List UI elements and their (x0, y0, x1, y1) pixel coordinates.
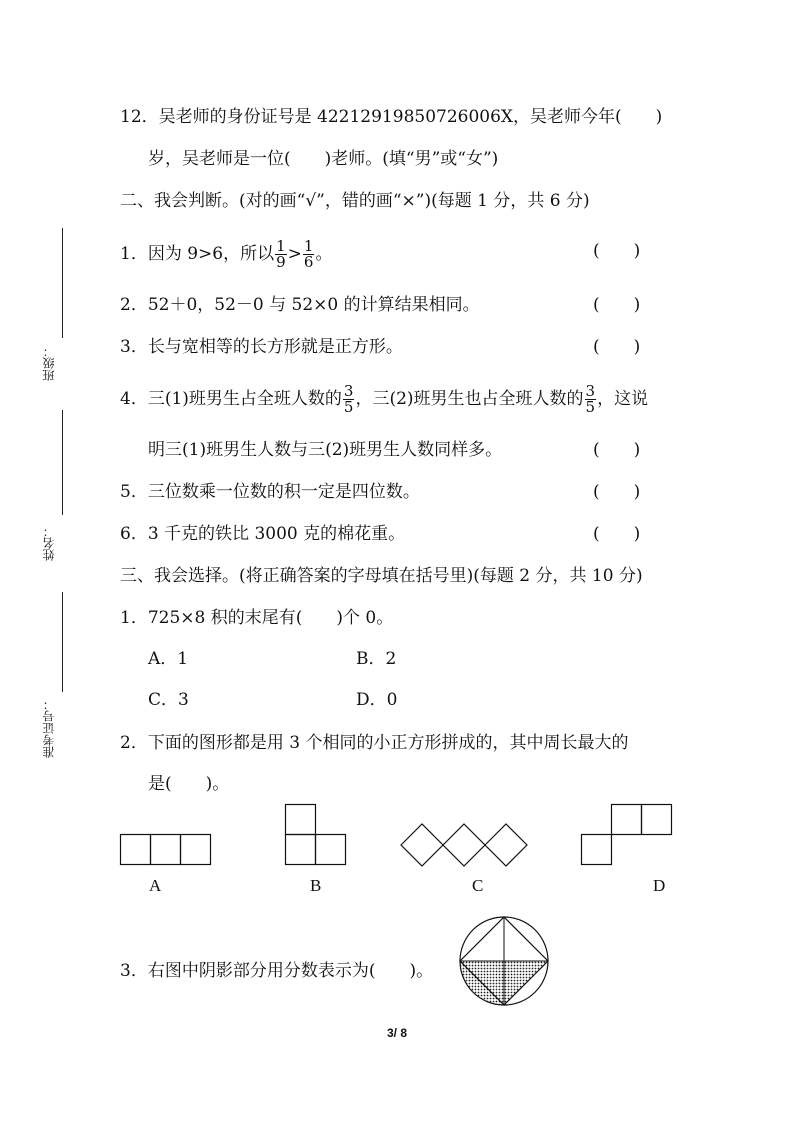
shape-label-d: D (653, 876, 666, 895)
side-label-class: 班级： (42, 345, 56, 381)
choice-q2-line2: 是( )。 (148, 774, 230, 794)
shape-label-c: C (472, 876, 484, 895)
option-d: D．0 (356, 690, 398, 710)
judge-q4-line2: 明三(1)班男生人数与三(2)班男生人数同样多。 (148, 440, 503, 460)
section3-header: 三、我会选择。(将正确答案的字母填在括号里)(每题 2 分，共 10 分) (120, 566, 643, 586)
fraction-numerator: 3 (343, 382, 354, 400)
shape-label-a: A (149, 876, 162, 895)
judge-q5: 5．三位数乘一位数的积一定是四位数。 (120, 482, 420, 502)
answer-blank-j1[interactable]: ( ) (593, 241, 641, 261)
greater-than-sign: > (287, 244, 302, 264)
choice-q1: 1．725×8 积的末尾有( )个 0。 (120, 608, 394, 628)
fraction-numerator: 1 (276, 237, 286, 255)
shaded-circle-figure (456, 913, 552, 1009)
choice-q3: 3．右图中阴影部分用分数表示为( )。 (120, 961, 434, 981)
judge-q1-post: 。 (315, 244, 333, 264)
shape-c (401, 824, 527, 866)
fraction-denominator: 6 (303, 253, 314, 271)
judge-q3: 3．长与宽相等的长方形就是正方形。 (120, 337, 403, 357)
option-c: C．3 (148, 690, 189, 710)
judge-q4-post: ，这说 (597, 389, 649, 409)
fraction-denominator: 5 (585, 398, 596, 416)
shape-d (582, 805, 672, 865)
answer-blank-j3[interactable]: ( ) (593, 337, 641, 357)
option-a: A．1 (148, 649, 189, 669)
answer-blank-j2[interactable]: ( ) (593, 295, 641, 315)
shape-a (121, 835, 211, 865)
judge-q6: 6．3 千克的铁比 3000 克的棉花重。 (120, 524, 406, 544)
q12-line2: 岁，吴老师是一位( )老师。(填“男”或“女”) (148, 149, 499, 169)
fraction-denominator: 5 (343, 398, 354, 416)
shape-label-b: B (310, 876, 322, 895)
answer-blank-j4[interactable]: ( ) (593, 440, 641, 460)
answer-blank-j6[interactable]: ( ) (593, 524, 641, 544)
fraction-numerator: 1 (303, 237, 314, 255)
answer-blank-j5[interactable]: ( ) (593, 482, 641, 502)
q12-line1: 12．吴老师的身份证号是 42212919850726006X，吴老师今年( ) (120, 107, 663, 127)
option-b: B．2 (356, 649, 397, 669)
side-label-name: 姓名： (42, 525, 56, 561)
side-label-exam-no: 准考证号： (42, 698, 56, 758)
judge-q2: 2．52＋0，52－0 与 52×0 的计算结果相同。 (120, 295, 480, 315)
judge-q4-pre: 4．三(1)班男生占全班人数的 (120, 389, 342, 409)
section2-header: 二、我会判断。(对的画“√”，错的画“×”)(每题 1 分，共 6 分) (120, 191, 590, 211)
judge-q1-pre: 1．因为 9>6，所以 (120, 244, 275, 264)
judge-q4-mid: ，三(2)班男生也占全班人数的 (355, 389, 584, 409)
shape-b (286, 805, 346, 865)
fraction-denominator: 9 (276, 253, 286, 271)
page-number: 3/ 8 (386, 1026, 407, 1040)
choice-q2-line1: 2．下面的图形都是用 3 个相同的小正方形拼成的，其中周长最大的 (120, 733, 629, 753)
fraction-numerator: 3 (585, 382, 596, 400)
